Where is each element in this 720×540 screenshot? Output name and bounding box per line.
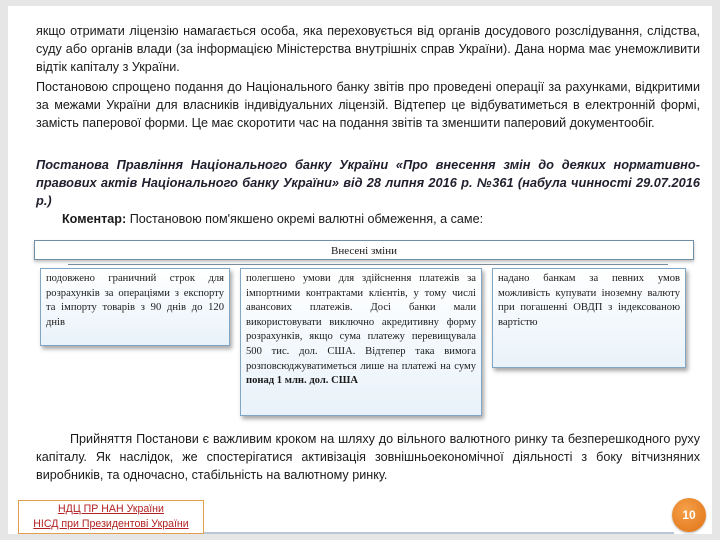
page-number-badge: 10 — [672, 498, 706, 532]
change-box-export-term: подовжено граничний строк для розрахунків за операціями з експорту та імпорту товарів з 90 днів до 120 днів — [40, 268, 230, 346]
footer-link-ndc[interactable]: НДЦ ПР НАН України — [58, 503, 164, 515]
paragraph-reports: Постановою спрощено подання до Національного банку звітів про проведені операції за рахунками, відкритими за межами України для власників індивідуальних ліцензій. Відтепер це відбуватиметься в електронній формі, замість паперової форми. Це має скоротити час на подання звітів та зменшити паперовий документообіг. — [36, 80, 700, 130]
comment-label: Коментар: — [62, 212, 127, 226]
footer-link-nisd[interactable]: НІСД при Президентові України — [33, 518, 189, 530]
slide — [8, 6, 712, 534]
paragraph-license: якщо отримати ліцензію намагається особа, яка переховується від органів досудового розслідування, слідства, суду або органів влади (за інформацією Міністерства внутрішніх справ України). Дана норма має унеможливити відтік капіталу з України. — [36, 24, 700, 74]
comment-text: Постановою пом'якшено окремі валютні обмеження, а саме: — [126, 212, 484, 226]
resolution-heading: Постанова Правління Національного банку України «Про внесення змін до деяких нормативно-правових актів Національного банку України» від 28 липня 2016 р. №361 (набула чинності 29.07.2016 р.) — [36, 157, 700, 208]
import-payments-threshold: понад 1 млн. дол. США — [246, 375, 359, 387]
paragraph-conclusion: Прийняття Постанови є важливим кроком на шляху до вільного валютного ринку та безперешкодного руху капіталу. Як наслідок, же спостерігатися активізація зовнішньоекономічної діяльності з боку вітчизняних виробників, та одночасно, стабільність на валютному ринку. — [36, 432, 700, 482]
comment-line — [62, 210, 692, 228]
footer-links — [18, 500, 204, 534]
import-payments-text: полегшено умови для здійснення платежів за імпортними контрактами клієнтів, у тому числі авансових платежів. Досі банки мали використовувати виключно акредитивну форму розрахунків, якщо сума платежу перевищувала 500 тис. дол. США. Відтепер така вимога розповсюджуватиметься лише на платежі на суму — [246, 273, 476, 372]
change-box-import-payments — [240, 268, 482, 416]
footer-divider — [204, 532, 674, 534]
connector-line — [68, 264, 668, 265]
changes-title-box: Внесені зміни — [34, 240, 694, 260]
change-box-ovdp: надано банкам за певних умов можливість купувати іноземну валюту при погашенні ОВДП з індексованою вартістю — [492, 268, 686, 368]
